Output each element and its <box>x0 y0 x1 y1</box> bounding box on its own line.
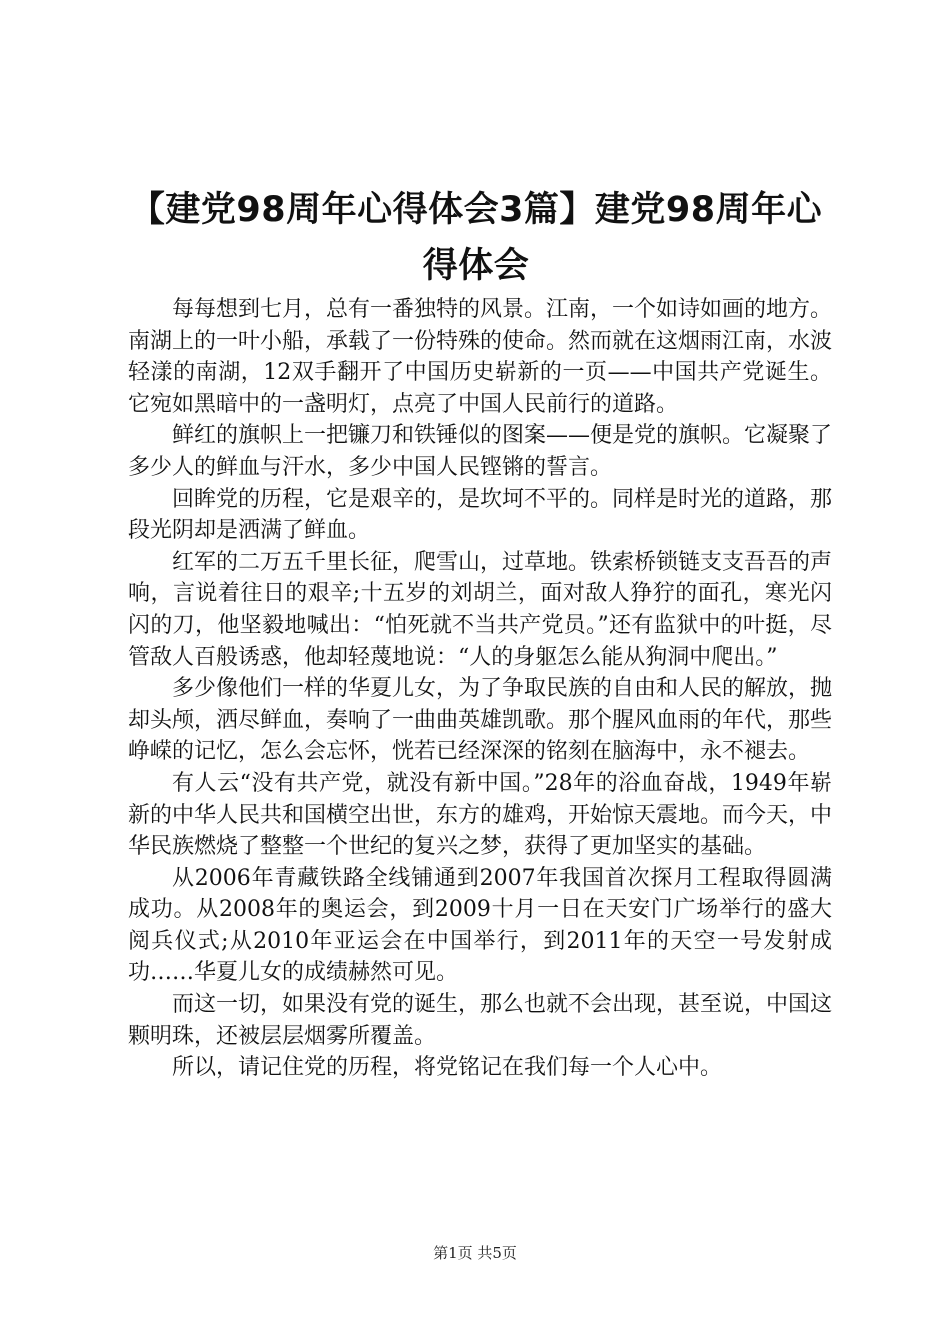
document-body <box>128 294 832 1084</box>
paragraph-9: 所以，请记住党的历程，将党铭记在我们每一个人心中。 <box>172 1055 723 1081</box>
paragraph-7: 从2006年青藏铁路全线铺通到2007年我国首次探月工程取得圆满成功。从2008年的奥运会，到2009十月一日在天安门广场举行的盛大阅兵仪式;从2010年亚运会在中国举行，到2011年的天空一号发射成功……华夏儿女的成绩赫然可见。 <box>128 865 832 986</box>
paragraph-1: 每每想到七月，总有一番独特的风景。江南，一个如诗如画的地方。南湖上的一叶小船，承载了一份特殊的使命。然而就在这烟雨江南，水波轻漾的南湖，12双手翻开了中国历史崭新的一页——中国共产党诞生。它宛如黑暗中的一盏明灯，点亮了中国人民前行的道路。 <box>128 297 833 417</box>
paragraph-4: 红军的二万五千里长征，爬雪山，过草地。铁索桥锁链支支吾吾的声响，言说着往日的艰辛;十五岁的刘胡兰，面对敌人狰狞的面孔，寒光闪闪的刀，他坚毅地喊出：“怕死就不当共产党员。”还有监狱中的叶挺，尽管敌人百般诱惑，他却轻蔑地说：“人的身躯怎么能从狗洞中爬出。” <box>128 549 833 670</box>
paragraph-6: 有人云“没有共产党，就没有新中国。”28年的浴血奋战，1949年崭新的中华人民共和国横空出世，东方的雄鸡，开始惊天震地。而今天，中华民族燃烧了整整一个世纪的复兴之梦，获得了更加坚实的基础。 <box>128 770 833 860</box>
paragraph-8: 而这一切，如果没有党的诞生，那么也就不会出现，甚至说，中国这颗明珠，还被层层烟雾所覆盖。 <box>128 992 833 1049</box>
paragraph-2: 鲜红的旗帜上一把镰刀和铁锤似的图案——便是党的旗帜。它凝聚了多少人的鲜血与汗水，多少中国人民铿锵的誓言。 <box>128 423 833 480</box>
paragraph-5: 多少像他们一样的华夏儿女，为了争取民族的自由和人民的解放，抛却头颅，洒尽鲜血，奏响了一曲曲英雄凯歌。那个腥风血雨的年代，那些峥嵘的记忆，怎么会忘怀，恍若已经深深的铭刻在脑海中，永不褪去。 <box>128 676 833 765</box>
document-title: 【建党98周年心得体会3篇】建党98周年心得体会 <box>129 190 823 286</box>
paragraph-3: 回眸党的历程，它是艰辛的，是坎坷不平的。同样是时光的道路，那段光阴却是洒满了鲜血。 <box>128 486 833 544</box>
page-footer: 第1页 共5页 <box>433 1244 517 1262</box>
